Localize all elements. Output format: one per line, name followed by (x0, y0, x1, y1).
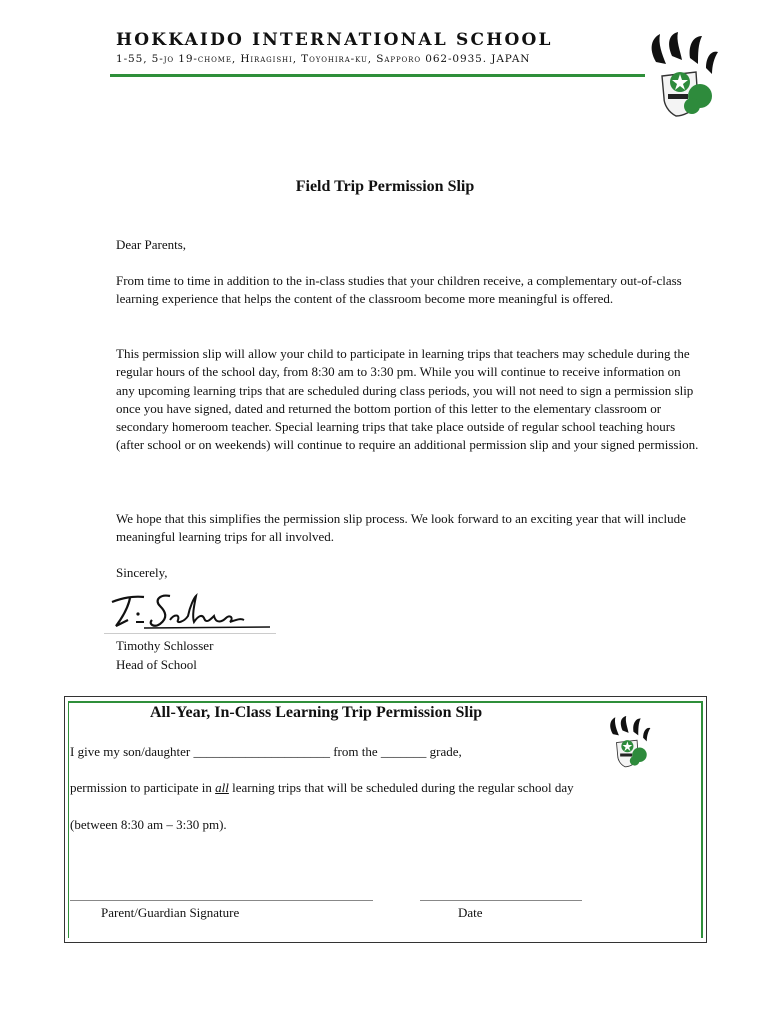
slip-hours-line: (between 8:30 am – 3:30 pm). (70, 817, 227, 832)
paw-claw-logo-icon (642, 32, 720, 118)
paragraph-closing: We hope that this simplifies the permission slip process. We look forward to an exciting year that will include meaningful learning trips for all involved. (116, 511, 686, 545)
date-line[interactable] (420, 900, 582, 901)
paragraph-details: This permission slip will allow your child to participate in learning trips that teachers may schedule during the regular hours of the school day, from 8:30 am to 3:30 pm. While you will continue to receive information on any upcoming learning trips that are scheduled during class periods, you will not need to sign a permission slip once you have signed, dated and returned the bottom portion of this letter to the elementary classroom or secondary homeroom teacher. Special learning trips that take place outside of regular school teaching hours (after school or on weekends) will continue to require an additional permission slip and your signed permission. (116, 346, 699, 453)
paragraph-intro: From time to time in addition to the in-class studies that your children receive, a complementary out-of-class learning experience that helps the content of the classroom become more meaningful is offered. (116, 273, 682, 307)
handwritten-signature (104, 588, 276, 634)
slip-permission-line (70, 780, 574, 796)
slip-permission-before: permission to participate in (70, 780, 216, 795)
slip-student-line: I give my son/daughter _____________________ from the _______ grade, (70, 744, 462, 759)
signer-block (116, 637, 213, 674)
letterhead (116, 30, 621, 65)
slip-permission-emphasis: all (215, 780, 229, 795)
letter-title: Field Trip Permission Slip (295, 178, 475, 195)
paw-claw-logo-icon (604, 716, 652, 768)
slip-permission-after: learning trips that will be scheduled during the regular school day (228, 780, 574, 795)
signature-divider (104, 633, 276, 634)
signature-label: Parent/Guardian Signature (101, 905, 240, 920)
school-name: HOKKAIDO INTERNATIONAL SCHOOL (116, 30, 553, 50)
header-divider (110, 74, 645, 77)
slip-title: All-Year, In-Class Learning Trip Permission Slip (150, 704, 483, 721)
school-address: 1-55, 5-jo 19-chome, Hiragishi, Toyohira-ku, Sapporo 062-0935. JAPAN (116, 53, 531, 65)
closing: Sincerely, (116, 565, 168, 580)
signer-title: Head of School (116, 656, 197, 672)
salutation: Dear Parents, (116, 237, 187, 252)
permission-slip-inner-left-edge (68, 701, 69, 938)
signer-name: Timothy Schlosser (116, 638, 214, 653)
date-label: Date (458, 905, 483, 920)
signature-line[interactable] (70, 900, 373, 901)
